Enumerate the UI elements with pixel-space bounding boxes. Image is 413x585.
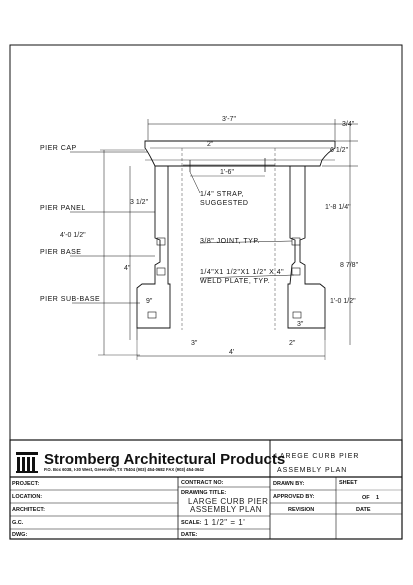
dim-base-small: 4" — [124, 265, 131, 272]
field-date-col: DATE — [356, 507, 371, 513]
label-pier-panel: PIER PANEL — [40, 205, 86, 212]
drawing-title-line2: ASSEMBLY PLAN — [277, 467, 348, 474]
label-pier-base: PIER BASE — [40, 249, 82, 256]
field-project: PROJECT: — [12, 481, 40, 487]
field-drawn-by: DRAWN BY: — [273, 481, 305, 487]
sheet-total: 1 — [376, 495, 380, 501]
field-architect: ARCHITECT: — [12, 507, 45, 513]
pier-panel-left — [137, 166, 170, 328]
company-logo-icon — [16, 452, 38, 473]
dim-sub-base-height: 1'-0 1/2" — [330, 298, 356, 305]
label-weld-line2: WELD PLATE, TYP. — [200, 278, 271, 285]
drawing-title-line1: LAREGE CURB PIER — [275, 453, 360, 460]
company-address: P.O. Box 6038, I-30 West, Greenville, TX 75404 (903) 454-0682 FAX (903) 454-3642 — [44, 467, 204, 472]
pier-cap-shape — [145, 141, 335, 166]
label-joint: 3/8" JOINT, TYP. — [200, 238, 261, 245]
field-location: LOCATION: — [12, 494, 43, 500]
field-gc: G.C. — [12, 520, 24, 526]
dim-base-height: 8 7/8" — [340, 262, 359, 269]
dim-overall-width: 3'-7" — [222, 116, 236, 123]
field-scale: SCALE: — [181, 520, 202, 526]
label-strap-line2: SUGGESTED — [200, 200, 249, 207]
field-contract-no: CONTRACT NO: — [181, 480, 224, 486]
dim-panel-offset: 3 1/2" — [130, 199, 149, 206]
dim-bottom-width: 4' — [229, 349, 235, 356]
pier-panel-right — [288, 166, 325, 328]
dim-sub-base-inner: 9" — [146, 298, 153, 305]
dim-bottom-right-b: 2" — [289, 340, 296, 347]
label-weld-line1: 1/4"X1 1/2"X1 1/2" X 4" — [200, 269, 285, 276]
field-drawing-title: DRAWING TITLE: — [181, 490, 227, 496]
field-date: DATE: — [181, 532, 198, 538]
dim-cap-top-small: 2" — [207, 141, 214, 148]
field-dwg: DWG: — [12, 532, 28, 538]
field-sheet: SHEET — [339, 480, 358, 486]
drawing-title-value-line1: LARGE CURB PIER — [188, 497, 269, 506]
field-approved-by: APPROVED BY: — [273, 494, 315, 500]
dim-cap-height: 6 1/2" — [330, 147, 349, 154]
company-name: Stromberg Architectural Products — [44, 451, 286, 468]
dim-panel-height: 1'-8 1/4" — [325, 204, 351, 211]
dim-bottom-right-a: 3" — [297, 321, 304, 328]
field-of: OF — [362, 495, 370, 501]
label-strap-line1: 1/4" STRAP, — [200, 191, 245, 198]
label-pier-sub-base: PIER SUB-BASE — [40, 296, 101, 303]
field-revision: REVISION — [288, 507, 315, 513]
scale-value: 1 1/2" = 1' — [204, 518, 246, 527]
dim-overall-height: 4'-0 1/2" — [60, 232, 86, 239]
label-pier-cap: PIER CAP — [40, 145, 77, 152]
drawing-title-value-line2: ASSEMBLY PLAN — [190, 505, 263, 514]
dim-cap-inner: 1'-6" — [220, 169, 234, 176]
dim-bottom-left: 3" — [191, 340, 198, 347]
dim-cap-overhang: 3/4" — [342, 121, 355, 128]
